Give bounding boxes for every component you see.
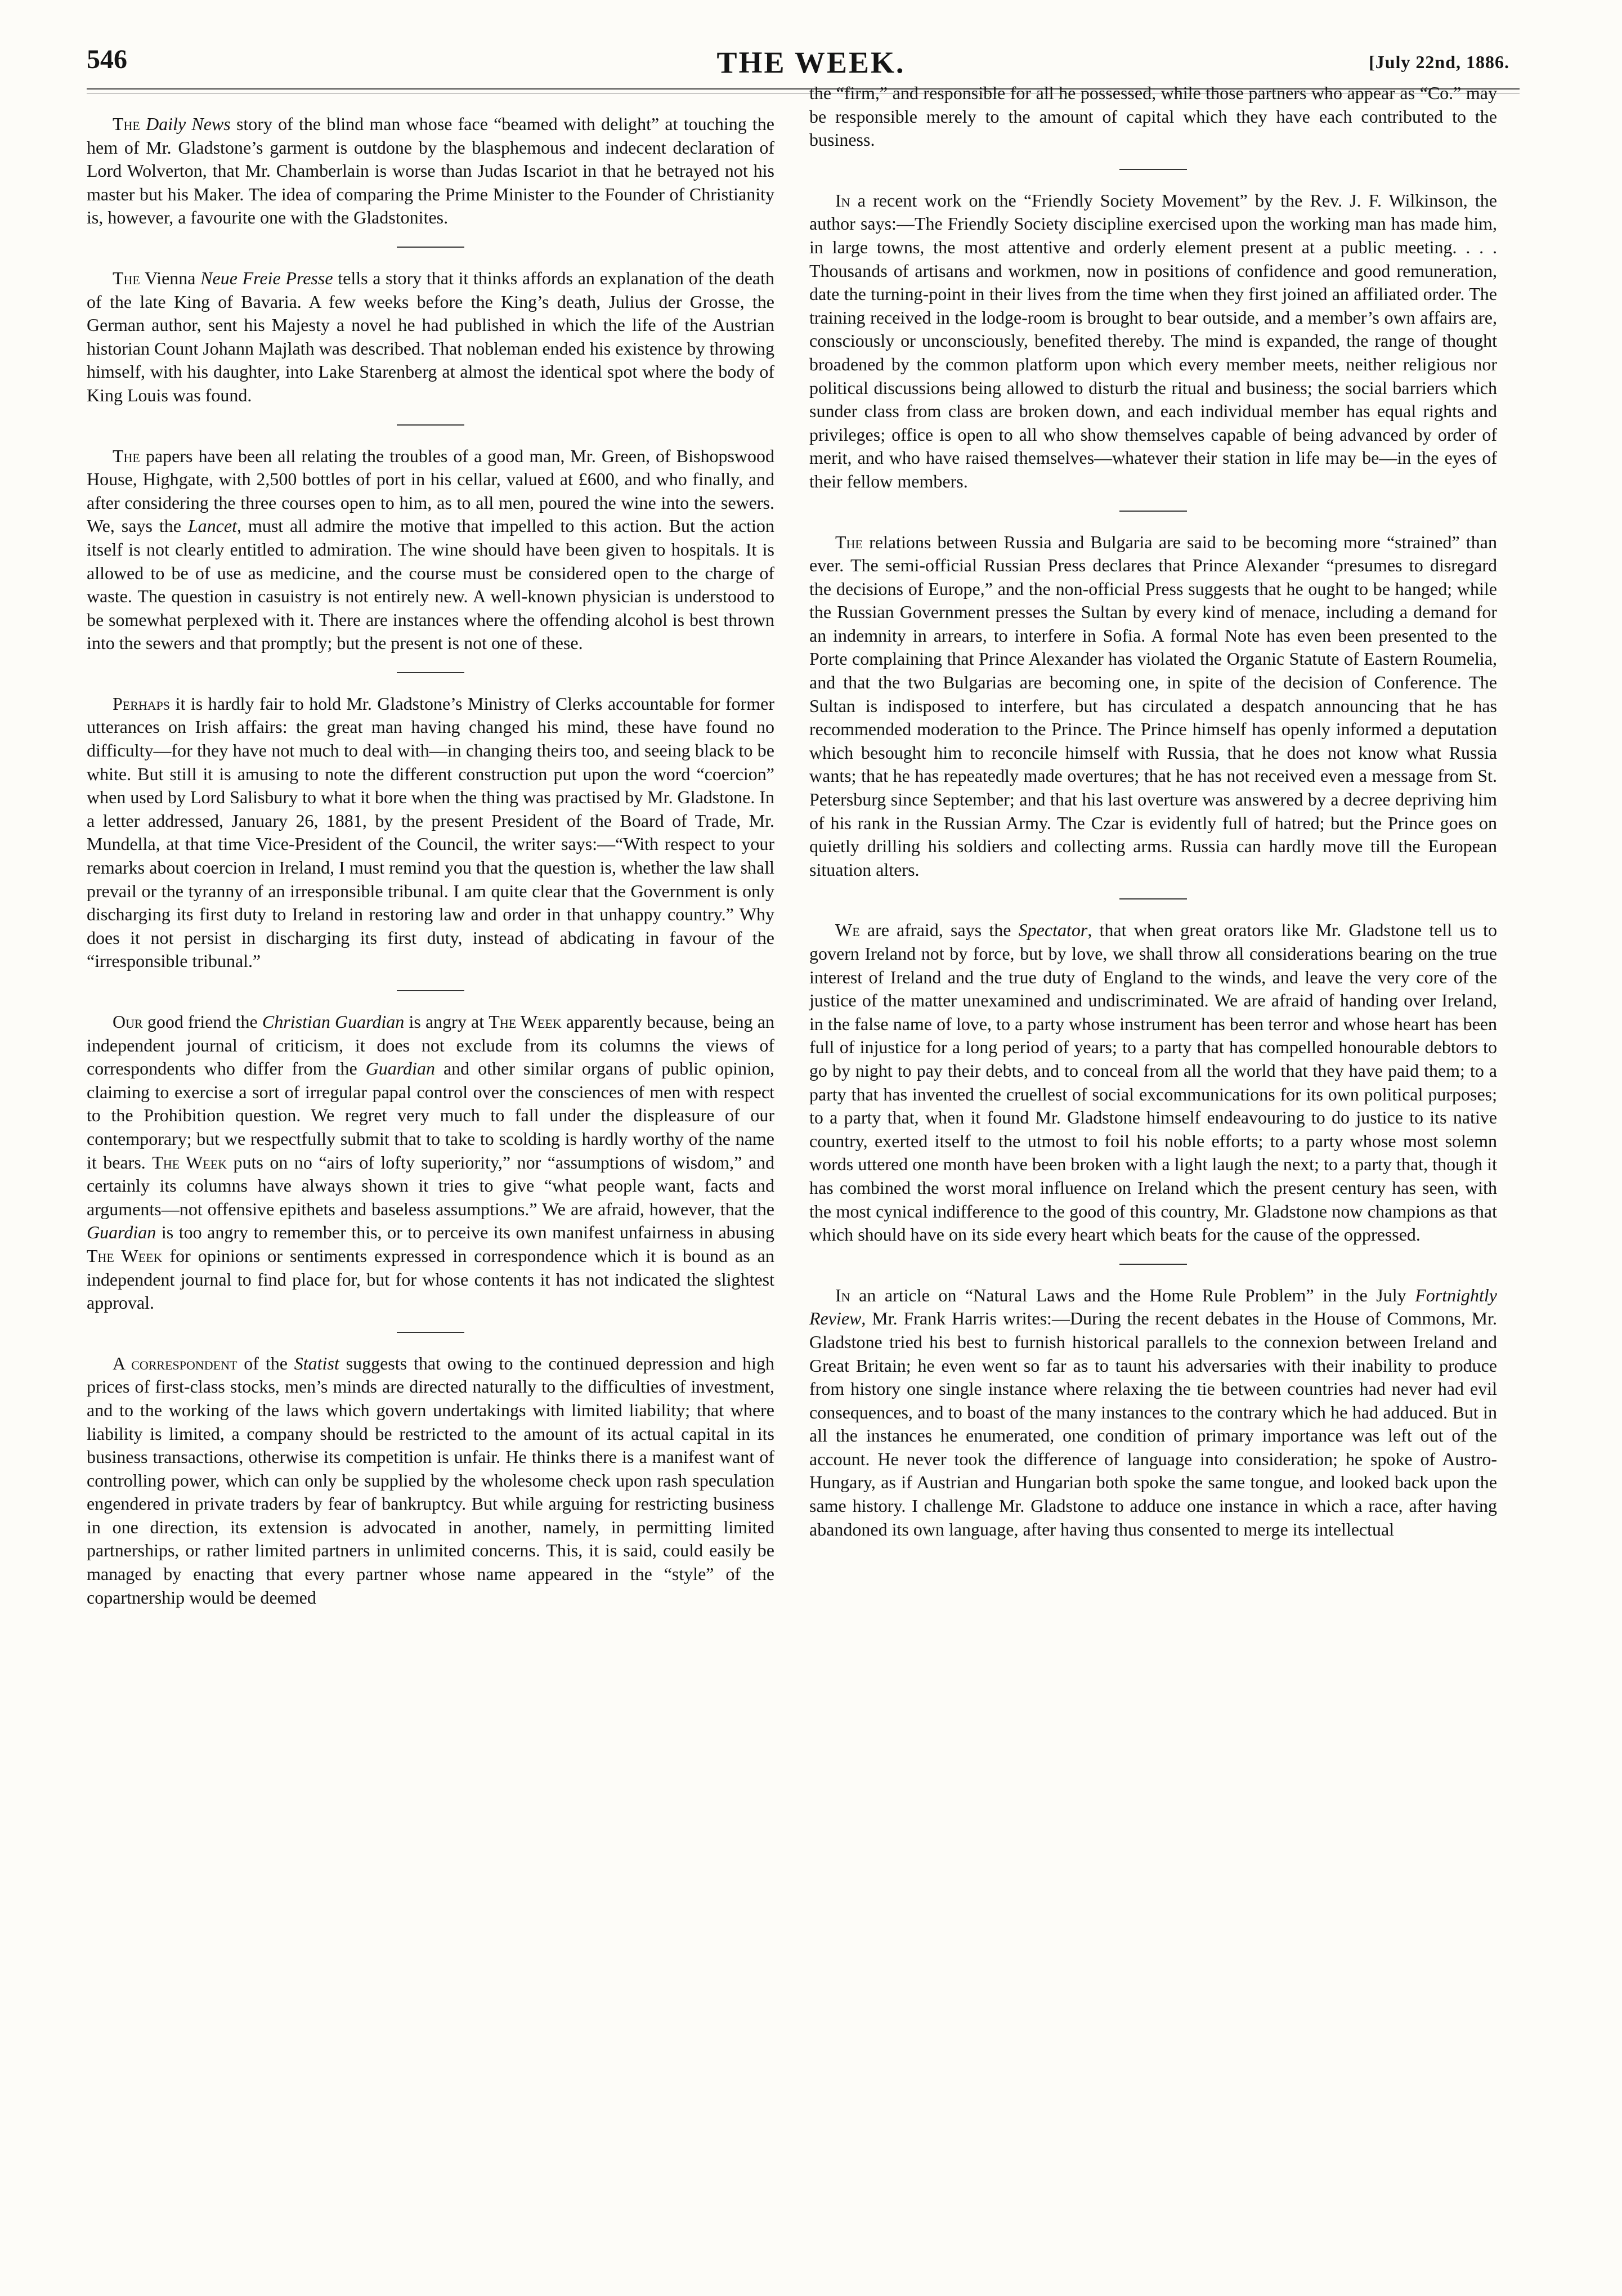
body-text: and other similar organs of public opinion, claiming to exercise a sort of irregular papal control over the consciences of men with respect to the Prohibition question. We regret very much to fall under the displeasure of our contemporary; but we respectfully submit that to take to scolding is hardly worthy of the name it bears. xyxy=(87,1058,775,1172)
italic-title: Christian Guardian xyxy=(262,1012,405,1032)
italic-title: Guardian xyxy=(365,1058,435,1079)
italic-title: Spectator xyxy=(1018,920,1088,941)
left-column xyxy=(87,113,774,1626)
italic-title: Lancet xyxy=(187,516,237,536)
issue-date: [July 22nd, 1886. xyxy=(1369,52,1509,72)
body-text: for opinions or sentiments expressed in correspondence which it is bound as an independent journal to find place for, but for whose contents it has not indicated the slightest approval. xyxy=(87,1245,775,1313)
body-text: suggests that owing to the continued depression and high prices of first-class stocks, men’s minds are directed naturally to the difficulties of investment, and to the working of the laws which govern undertakings with limited liability; that where liability is limited, a company should be restricted to the amount of its actual capital in its business transactions, otherwise its competition is unfair. He thinks there is a manifest want of controlling power, which can only be supplied by the wholesome check upon rash speculation engendered in private traders by fear of bankruptcy. But while arguing for restricting business in one direction, its extension is advocated in another, namely, in permitting limited partnerships, or rather limited partners in unlimited concerns. This, it is said, could easily be managed by enacting that every partner whose name appeared in the “style” of the copartnership would be deemed xyxy=(87,1353,775,1608)
body-text: is too angry to remember this, or to perceive its own manifest unfairness in abusing xyxy=(156,1222,774,1243)
article-separator xyxy=(397,672,464,673)
lead-word: A correspondent xyxy=(113,1353,238,1373)
body-text: , that when great orators like Mr. Gladstone tell us to govern Ireland not by force, but by love, we shall throw all considerations bearing on the true interest of Ireland and the true duty of England to the winds, and leave the very core of the justice of the matter unexamined and undiscriminated. We are afraid of handing over Ireland, in the false name of love, to a party whose instrument has been terror and whose heart has been full of injustice for a long period of years; to a party that has compelled honourable debtors to go by night to pay their debts, and to conceal from all the world that they have paid them; to a party that has invented the cruellest of social excommunications for its own political purposes; to a party that, when it found Mr. Gladstone himself endeavouring to do justice to its native country, exerted itself to the utmost to foil his noble efforts; to a party whose most solemn words uttered one month have been broken with a light laugh the next; to a party that, though it has combined the worst moral influence on Ireland which the present century has seen, with the most cynical indifference to the good of this country, Mr. Gladstone now champions as that which should have on its side every heart which beats for the cause of the oppressed. xyxy=(809,920,1497,1245)
body-text: puts on no “airs of lofty superiority,” nor “assumptions of wisdom,” and certainly its columns have always shown it tries to give “what people want, facts and arguments—not offensive epithets and baseless assumptions.” We are afraid, however, that the xyxy=(87,1152,775,1219)
article-paragraph xyxy=(87,267,774,408)
article-paragraph xyxy=(809,531,1497,882)
body-text: , must all admire the motive that impelled to this action. But the action itself is not clearly entitled to admiration. The wine should have been given to hospitals. It is allowed to be of use as medicine, and the course must be considered open to the charge of waste. The question in casuistry is not entirely new. A well-known physician is understood to be somewhat perplexed with it. There are instances where the offending alcohol is best thrown into the sewers and that promptly; but the present is not one of these. xyxy=(87,516,775,654)
body-text: a recent work on the “Friendly Society Movement” by the Rev. J. F. Wilkinson, the author says:—The Friendly Society discipline exercised upon the working man has made him, in large towns, the most attentive and orderly element present at a public meeting. . . . Thousands of artisans and workmen, now in positions of confidence and good remuneration, date the turning-point in their lives from the time when they first joined an affiliated order. The training received in the lodge-room is brought to bear outside, and a member’s own affairs are, consciously or unconsciously, benefited thereby. The mind is expanded, the range of thought broadened by the common platform upon which every member meets, neither religious nor political discussions being allowed to disturb the ritual and business; the social barriers which sunder class from class are broken down, and each individual member has equal rights and privileges; office is open to all who show themselves capable of being advanced by order of merit, and who have raised themselves—whatever their station in life may be—in the eyes of their fellow members. xyxy=(809,190,1497,491)
page-number: 546 xyxy=(87,44,127,74)
article-paragraph xyxy=(809,919,1497,1246)
lead-word: In xyxy=(835,190,850,211)
italic-title: Fortnightly Review xyxy=(809,1284,1497,1329)
italic-title: Daily News xyxy=(146,114,231,134)
lead-word: The xyxy=(835,531,863,552)
article-paragraph xyxy=(87,445,774,655)
small-caps-name: The Week xyxy=(489,1012,562,1032)
body-text: apparently because, being an independent journal of criticism, it does not exclude from its columns the views of correspondents who differ from the xyxy=(87,1012,775,1079)
body-text: , Mr. Frank Harris writes:—During the recent debates in the House of Commons, Mr. Gladstone tried his best to furnish historical parallels to the connexion between Ireland and Great Britain; he even went so far as to taunt his adversaries with their inability to produce from history one single instance where relaxing the tie between countries had never had evil consequences, and to boast of the many instances to the contrary which he had adduced. But in all the instances he enumerated, one condition of primary importance was left out of the account. He never took the difference of language into consideration; he spoke of Austro-Hungary, as if Austrian and Hungarian both spoke the same tongue, and looked back upon the same history. I challenge Mr. Gladstone to adduce one instance in which a race, after having abandoned its own language, after having thus consented to merge its intellectual xyxy=(809,1308,1497,1539)
small-caps-name: The Week xyxy=(87,1245,163,1266)
article-separator xyxy=(397,1332,464,1333)
italic-title: Statist xyxy=(294,1353,339,1373)
body-text: tells a story that it thinks affords an explanation of the death of the late King of Bavaria. A few weeks before the King’s death, Julius der Grosse, the German author, sent his Majesty a novel he had published in which the life of the Austrian historian Count Johann Majlath was described. That nobleman ended his existence by throwing himself, with his daughter, into Lake Starenberg at almost the identical spot where the body of King Louis was found. xyxy=(87,267,774,405)
lead-word: The xyxy=(113,267,140,288)
lead-word: The xyxy=(113,445,140,466)
body-text: Vienna xyxy=(140,267,201,288)
body-text: the “firm,” and responsible for all he possessed, while those partners who appear as “Co.” may be responsible merely to the amount of capital which they have each contributed to the business. xyxy=(809,83,1497,150)
article-separator xyxy=(1119,898,1187,899)
article-paragraph xyxy=(809,189,1497,494)
body-text: of the xyxy=(237,1353,294,1373)
italic-title: Neue Freie Presse xyxy=(200,267,333,288)
small-caps-name: The Week xyxy=(152,1152,227,1172)
article-paragraph xyxy=(809,82,1497,152)
article-paragraph xyxy=(87,1010,774,1315)
article-paragraph xyxy=(809,1284,1497,1542)
body-text: an article on “Natural Laws and the Home Rule Problem” in the July xyxy=(850,1284,1415,1305)
article-separator xyxy=(397,247,464,248)
article-separator xyxy=(1119,169,1187,170)
italic-title: Guardian xyxy=(87,1222,156,1243)
lead-word: We xyxy=(835,920,860,941)
lead-word: Perhaps xyxy=(113,693,171,714)
body-text: story of the blind man whose face “beamed with delight” at touching the hem of Mr. Gladstone’s garment is outdone by the blasphemous and indecent declaration of Lord Wolverton, that Mr. Chamberlain is worse than Judas Iscariot in that he betrayed not his master but his Maker. The idea of comparing the Prime Minister to the Founder of Christianity is, however, a favourite one with the Gladstonites. xyxy=(87,114,775,228)
body-text: it is hardly fair to hold Mr. Gladstone’s Ministry of Clerks accountable for former utterances on Irish affairs: the great man having changed his mind, these have found no difficulty—for they have not much to deal with—in changing theirs too, and seeing black to be white. But still it is amusing to note the different construction put upon the word “coercion” when used by Lord Salisbury to what it bore when the thing was practised by Mr. Gladstone. In a letter addressed, January 26, 1881, by the present President of the Board of Trade, Mr. Mundella, at that time Vice-President of the Council, the writer says:—“With respect to your remarks about coercion in Ireland, I must remind you that the question is, whether the law shall prevail or the tyranny of an irresponsible tribunal. I am quite clear that the Government is only discharging its first duty to Ireland in restoring law and order in that unhappy country.” Why does it not persist in discharging its first duty, instead of abdicating in favour of the “irresponsible tribunal.” xyxy=(87,693,774,972)
article-paragraph xyxy=(87,1352,774,1610)
article-separator xyxy=(1119,1264,1187,1265)
lead-word: In xyxy=(835,1284,850,1305)
right-column xyxy=(809,82,1497,1558)
article-paragraph xyxy=(87,113,774,230)
body-text: papers have been all relating the troubles of a good man, Mr. Green, of Bishopswood House, Highgate, with 2,500 bottles of port in his cellar, valued at £600, and who finally, and after considering the three courses open to him, as to all men, poured the wine into the sewers. We, says the xyxy=(87,445,774,536)
article-separator xyxy=(397,424,464,426)
paper-title: THE WEEK. xyxy=(716,46,906,79)
article-paragraph xyxy=(87,692,774,973)
body-text: are afraid, says the xyxy=(859,920,1019,941)
article-separator xyxy=(1119,511,1187,512)
body-text: is angry at xyxy=(404,1012,489,1032)
lead-word: The xyxy=(113,114,140,134)
body-text xyxy=(140,114,146,134)
lead-word: Our xyxy=(113,1012,143,1032)
body-text: good friend the xyxy=(142,1012,262,1032)
body-text: relations between Russia and Bulgaria are said to be becoming more “strained” than ever. The semi-official Russian Press declares that Prince Alexander “presumes to disregard the decisions of Europe,” and the non-official Press suggests that he ought to be hanged; while the Russian Government presses the Sultan by every kind of menace, including a demand for an indemnity in arrears, to interfere in Sofia. A formal Note has even been presented to the Porte complaining that Prince Alexander has violated the Organic Statute of Eastern Roumelia, and that the two Bulgarias are becoming one, in spite of the decision of Conference. The Sultan is indisposed to interfere, but has circulated a despatch announcing that he has recommended moderation to the Prince. The Prince himself has openly informed a deputation which besought him to reconcile himself with Russia, that he does not know what Russia wants; that he has repeatedly made overtures; that he has not received even a message from St. Petersburg since September; and that his last overture was answered by a decree depriving him of his rank in the Russian Army. The Czar is evidently full of hatred; but the Prince goes on quietly drilling his soldiers and collecting arms. Russia can hardly move till the European situation alters. xyxy=(809,531,1497,880)
article-separator xyxy=(397,990,464,991)
